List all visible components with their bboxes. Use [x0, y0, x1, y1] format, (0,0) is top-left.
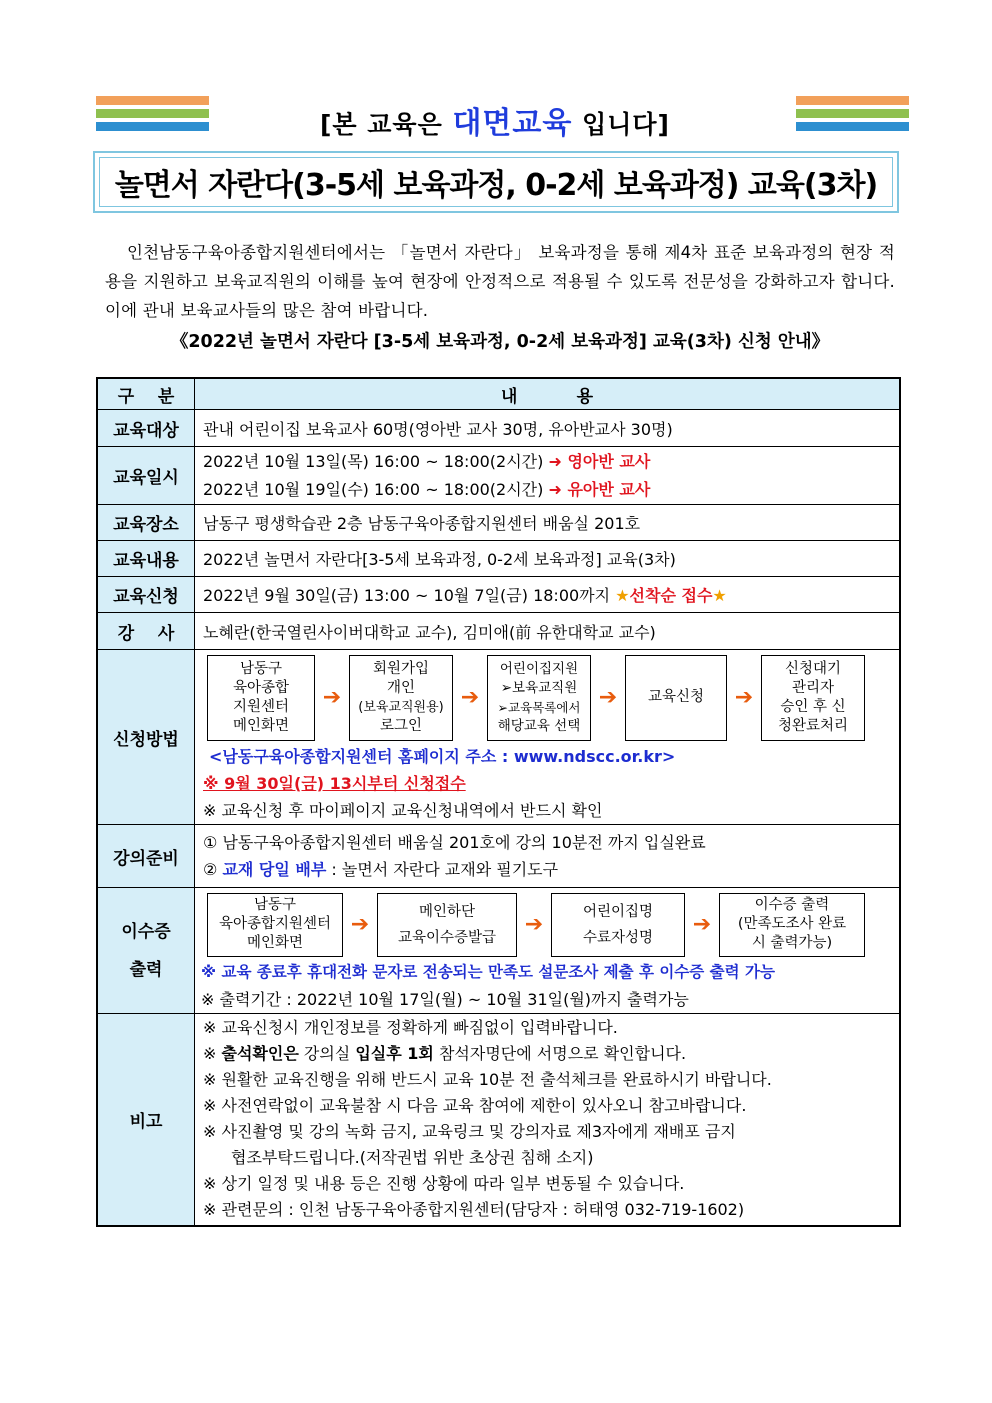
value-schedule [195, 447, 901, 505]
row-method [97, 650, 900, 825]
title-box [93, 151, 899, 213]
banner [210, 98, 780, 142]
banner-prefix: [본 교육은 [320, 110, 443, 139]
intro-paragraph: 인천남동구육아종합지원센터에서는 「놀면서 자란다」 보육과정을 통해 제4차 표준 보육과정의 현장 적용을 지원하고 보육교직원의 이해를 높여 현장에 안정적으로 적용될 수 있도록 전문성을 강화하고자 합니다. 이에 관내 보육교사들의 많은 참여 바랍니다. [105, 243, 895, 320]
remark-6: ※ 상기 일정 및 내용 등은 진행 상황에 따라 일부 변동될 수 있습니다. [203, 1174, 685, 1194]
method-step-1: 남동구 육아종합 지원센터 메인화면 [207, 655, 315, 741]
label-target: 교육대상 [97, 410, 195, 447]
method-flow [201, 651, 893, 743]
remark-3: ※ 원활한 교육진행을 위해 반드시 교육 10분 전 출석체크를 완료하시기 바랍니다. [203, 1070, 772, 1090]
arrow-right-icon: ➔ [460, 685, 480, 710]
prep-line1: ① 남동구육아종합지원센터 배움실 201호에 강의 10분전 까지 입실완료 [203, 833, 706, 852]
table-header-row [97, 378, 900, 410]
row-place [97, 505, 900, 541]
page-title: 놀면서 자란다(3-5세 보육과정, 0-2세 보육과정) 교육(3차) [99, 157, 893, 207]
value-prep [195, 825, 901, 888]
remark-4: ※ 사전연락없이 교육불참 시 다음 교육 참여에 제한이 있사오니 참고바랍니다. [203, 1096, 747, 1116]
label-cert: 이수증 출력 [97, 888, 195, 1014]
value-remarks [195, 1014, 901, 1226]
remark-5b: 협조부탁드립니다.(저작권법 위반 초상권 침해 소지) [231, 1148, 594, 1168]
value-target: 관내 어린이집 보육교사 60명(영아반 교사 30명, 유아반교사 30명) [195, 410, 901, 447]
method-step-4: 교육신청 [625, 655, 727, 741]
decor-stripes-left [96, 96, 209, 136]
apply-start-note: ※ 9월 30일(금) 13시부터 신청접수 [203, 773, 466, 793]
row-prep [97, 825, 900, 888]
arrow-right-icon: ➔ [692, 912, 712, 937]
schedule-line2: 2022년 10월 19일(수) 16:00 ~ 18:00(2시간) [203, 479, 544, 499]
apply-period-tag: 선착순 접수 [629, 586, 713, 605]
method-step-2: 회원가입 개인 (보육교직원용) 로그인 [349, 655, 453, 741]
cert-step-3: 어린이집명 수료자성명 [551, 893, 685, 957]
remark-5a: ※ 사진촬영 및 강의 녹화 금지, 교육링크 및 강의자료 제3자에게 재배포 금지 [203, 1122, 736, 1142]
cert-step-4: 이수증 출력 (만족도조사 완료 시 출력가능) [719, 893, 865, 957]
remark-1: ※ 교육신청시 개인정보를 정확하게 빠짐없이 입력바랍니다. [203, 1018, 618, 1038]
row-remarks [97, 1014, 900, 1226]
cert-step-2: 메인하단 교육이수증발급 [377, 893, 517, 957]
remark-7: ※ 관련문의 : 인천 남동구육아종합지원센터(담당자 : 허태영 032-719-1602) [203, 1200, 745, 1220]
label-method: 신청방법 [97, 650, 195, 825]
row-lecturer [97, 613, 900, 650]
value-apply-period [195, 577, 901, 613]
label-content: 교육내용 [97, 541, 195, 577]
arrow-right-icon: ➔ [322, 685, 342, 710]
cert-step-1: 남동구 육아종합지원센터 메인화면 [207, 893, 343, 957]
value-cert [195, 888, 901, 1014]
banner-suffix: 입니다] [582, 110, 670, 139]
header-category: 구 분 [97, 378, 195, 410]
schedule-line1: 2022년 10월 13일(목) 16:00 ~ 18:00(2시간) [203, 451, 544, 471]
label-apply-period: 교육신청 [97, 577, 195, 613]
row-schedule [97, 447, 900, 505]
schedule-tag1: ➜ 영아반 교사 [548, 451, 651, 471]
label-schedule: 교육일시 [97, 447, 195, 505]
schedule-tag2: ➜ 유아반 교사 [548, 479, 651, 499]
arrow-right-icon: ➔ [350, 912, 370, 937]
apply-check-note: ※ 교육신청 후 마이페이지 교육신청내역에서 반드시 확인 [203, 800, 603, 820]
star-icon: ★ [615, 586, 630, 605]
row-content [97, 541, 900, 577]
arrow-right-icon: ➔ [734, 685, 754, 710]
homepage-link[interactable]: <남동구육아종합지원센터 홈페이지 주소 : www.ndscc.or.kr> [209, 746, 676, 766]
cert-flow [201, 889, 893, 959]
decor-stripes-right [796, 96, 909, 136]
value-lecturer: 노혜란(한국열린사이버대학교 교수), 김미애(前 유한대학교 교수) [195, 613, 901, 650]
remark-2: ※ 출석확인은 강의실 입실후 1회 참석자명단에 서명으로 확인합니다. [203, 1044, 687, 1064]
banner-highlight: 대면교육 [452, 106, 573, 141]
method-step-5: 신청대기 관리자 승인 후 신 청완료처리 [761, 655, 865, 741]
label-lecturer: 강 사 [97, 613, 195, 650]
header-content: 내 용 [195, 378, 901, 410]
cert-period-note: ※ 출력기간 : 2022년 10월 17일(월) ~ 10월 31일(월)까지 출력가능 [201, 989, 689, 1009]
method-step-3: 어린이집지원 ➢보육교직원 ➢교육목록에서 해당교육 선택 [487, 655, 591, 741]
survey-note: ※ 교육 종료후 휴대전화 문자로 전송되는 만족도 설문조사 제출 후 이수증 출력 가능 [201, 962, 775, 981]
arrow-right-icon: ➔ [524, 912, 544, 937]
value-method [195, 650, 901, 825]
info-table [96, 377, 901, 1227]
label-prep: 강의준비 [97, 825, 195, 888]
subtitle: 《2022년 놀면서 자란다 [3-5세 보육과정, 0-2세 보육과정] 교육(3차) 신청 안내》 [170, 332, 830, 352]
apply-period-text: 2022년 9월 30일(금) 13:00 ~ 10월 7일(금) 18:00까지 [203, 586, 611, 605]
value-place: 남동구 평생학습관 2층 남동구육아종합지원센터 배움실 201호 [195, 505, 901, 541]
star-icon: ★ [712, 586, 727, 605]
arrow-right-icon: ➔ [598, 685, 618, 710]
row-target [97, 410, 900, 447]
value-content: 2022년 놀면서 자란다[3-5세 보육과정, 0-2세 보육과정] 교육(3차) [195, 541, 901, 577]
label-remarks: 비고 [97, 1014, 195, 1226]
label-place: 교육장소 [97, 505, 195, 541]
row-cert [97, 888, 900, 1014]
row-apply-period [97, 577, 900, 613]
prep-line2: ② 교재 당일 배부 : 놀면서 자란다 교재와 필기도구 [203, 860, 559, 879]
